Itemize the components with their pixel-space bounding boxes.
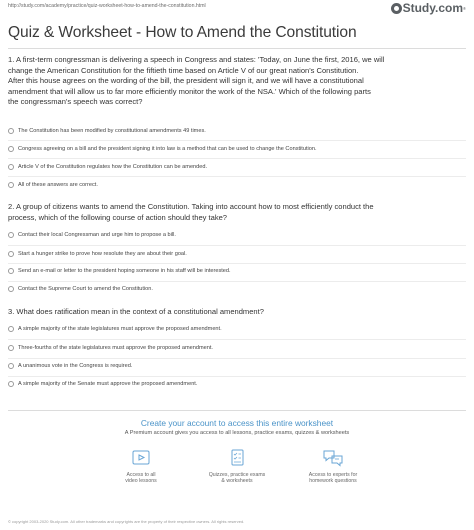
- title-divider: [8, 48, 466, 49]
- question-text: 2. A group of citizens wants to amend the Constitution. Taking into account how to most efficiently conduct the process, which of the following course of action should they take?: [8, 202, 374, 222]
- answer-option[interactable]: [8, 359, 466, 373]
- answer-text: Contact their local Congressman and urge him to propose a bill.: [18, 232, 176, 238]
- top-bar: [0, 0, 474, 14]
- answer-text: A simple majority of the state legislatures must approve the proposed amendment.: [18, 326, 222, 332]
- answer-option[interactable]: [8, 124, 466, 138]
- experts-icon: [321, 448, 345, 468]
- question-2: [8, 202, 468, 223]
- question-3: [8, 307, 468, 318]
- answer-option[interactable]: [8, 178, 466, 192]
- answer-divider: [8, 140, 466, 141]
- radio-button[interactable]: [8, 232, 14, 238]
- feature-label: Access to experts for homework questions: [308, 472, 358, 485]
- radio-button[interactable]: [8, 381, 14, 387]
- question-text: 1. A first-term congressman is delivering a speech in Congress and states: 'Today, on June the first, 2016, we will change the American Constitution for the fiftieth time based on Article V of our great nation's Constitution. After this house agrees on the wording of the bill, the president will sign it, and we will have a constitutional amendment that will allow us to far more efficiently monitor the work of the NSA.' Which of the following parts the congressman's speech was correct?: [8, 55, 385, 107]
- answer-text: Send an e-mail or letter to the president hoping someone in his staff will be interested.: [18, 268, 231, 274]
- feature-quizzes: [192, 448, 282, 485]
- answer-text: A simple majority of the Senate must approve the proposed amendment.: [18, 381, 198, 387]
- video-icon: [129, 448, 153, 468]
- answer-option[interactable]: [8, 228, 466, 242]
- create-account-link[interactable]: Create your account to access this entire worksheet: [140, 418, 334, 428]
- section-divider: [8, 410, 466, 411]
- answer-option[interactable]: [8, 282, 466, 296]
- study-logo[interactable]: [391, 1, 466, 15]
- radio-button[interactable]: [8, 345, 14, 351]
- radio-button[interactable]: [8, 286, 14, 292]
- radio-button[interactable]: [8, 182, 14, 188]
- radio-button[interactable]: [8, 326, 14, 332]
- answer-divider: [8, 158, 466, 159]
- feature-label: Access to all video lessons: [125, 472, 157, 485]
- radio-button[interactable]: [8, 268, 14, 274]
- question-text: 3. What does ratification mean in the context of a constitutional amendment?: [8, 307, 264, 316]
- answer-divider: [8, 176, 466, 177]
- radio-button[interactable]: [8, 164, 14, 170]
- answer-text: Start a hunger strike to prove how resolute they are about their goal.: [18, 251, 187, 257]
- radio-button[interactable]: [8, 363, 14, 369]
- logo-trademark: ®: [463, 5, 466, 11]
- answer-divider: [8, 245, 466, 246]
- feature-video-lessons: [96, 448, 186, 485]
- feature-label: Quizzes, practice exams & worksheets: [208, 472, 266, 485]
- premium-description: A Premium account gives you access to all lessons, practice exams, quizzes & worksheets: [124, 430, 350, 436]
- radio-button[interactable]: [8, 146, 14, 152]
- quiz-icon: [225, 448, 249, 468]
- answer-text: All of these answers are correct.: [18, 182, 98, 188]
- answer-option[interactable]: [8, 377, 466, 391]
- page-url[interactable]: http://study.com/academy/practice/quiz-worksheet-how-to-amend-the-constitution.html: [8, 3, 206, 9]
- answer-divider: [8, 339, 466, 340]
- answer-option[interactable]: [8, 160, 466, 174]
- answer-option[interactable]: [8, 322, 466, 336]
- answer-option[interactable]: [8, 341, 466, 355]
- answer-text: Article V of the Constitution regulates how the Constitution can be amended.: [18, 164, 208, 170]
- answer-text: Contact the Supreme Court to amend the Constitution.: [18, 286, 153, 292]
- answer-text: The Constitution has been modified by constitutional amendments 49 times.: [18, 128, 206, 134]
- answer-option[interactable]: [8, 264, 466, 278]
- feature-experts: [288, 448, 378, 485]
- answer-text: A unanimous vote in the Congress is required.: [18, 363, 133, 369]
- radio-button[interactable]: [8, 251, 14, 257]
- answer-text: Three-fourths of the state legislatures must approve the proposed amendment.: [18, 345, 213, 351]
- question-1: [8, 55, 468, 108]
- footer: [8, 519, 466, 524]
- answer-option[interactable]: [8, 142, 466, 156]
- answer-text: Congress agreeing on a bill and the president signing it into law is a method that can be used to change the Constitution.: [18, 146, 317, 152]
- copyright-text: © copyright 2003-2020 Study.com. All other trademarks and copyrights are the property of their respective owners. All rights reserved.: [8, 519, 245, 524]
- logo-mark-icon: [391, 3, 402, 14]
- logo-text: Study.com: [402, 1, 464, 15]
- page-title: Quiz & Worksheet - How to Amend the Constitution: [8, 24, 357, 41]
- radio-button[interactable]: [8, 128, 14, 134]
- answer-option[interactable]: [8, 247, 466, 261]
